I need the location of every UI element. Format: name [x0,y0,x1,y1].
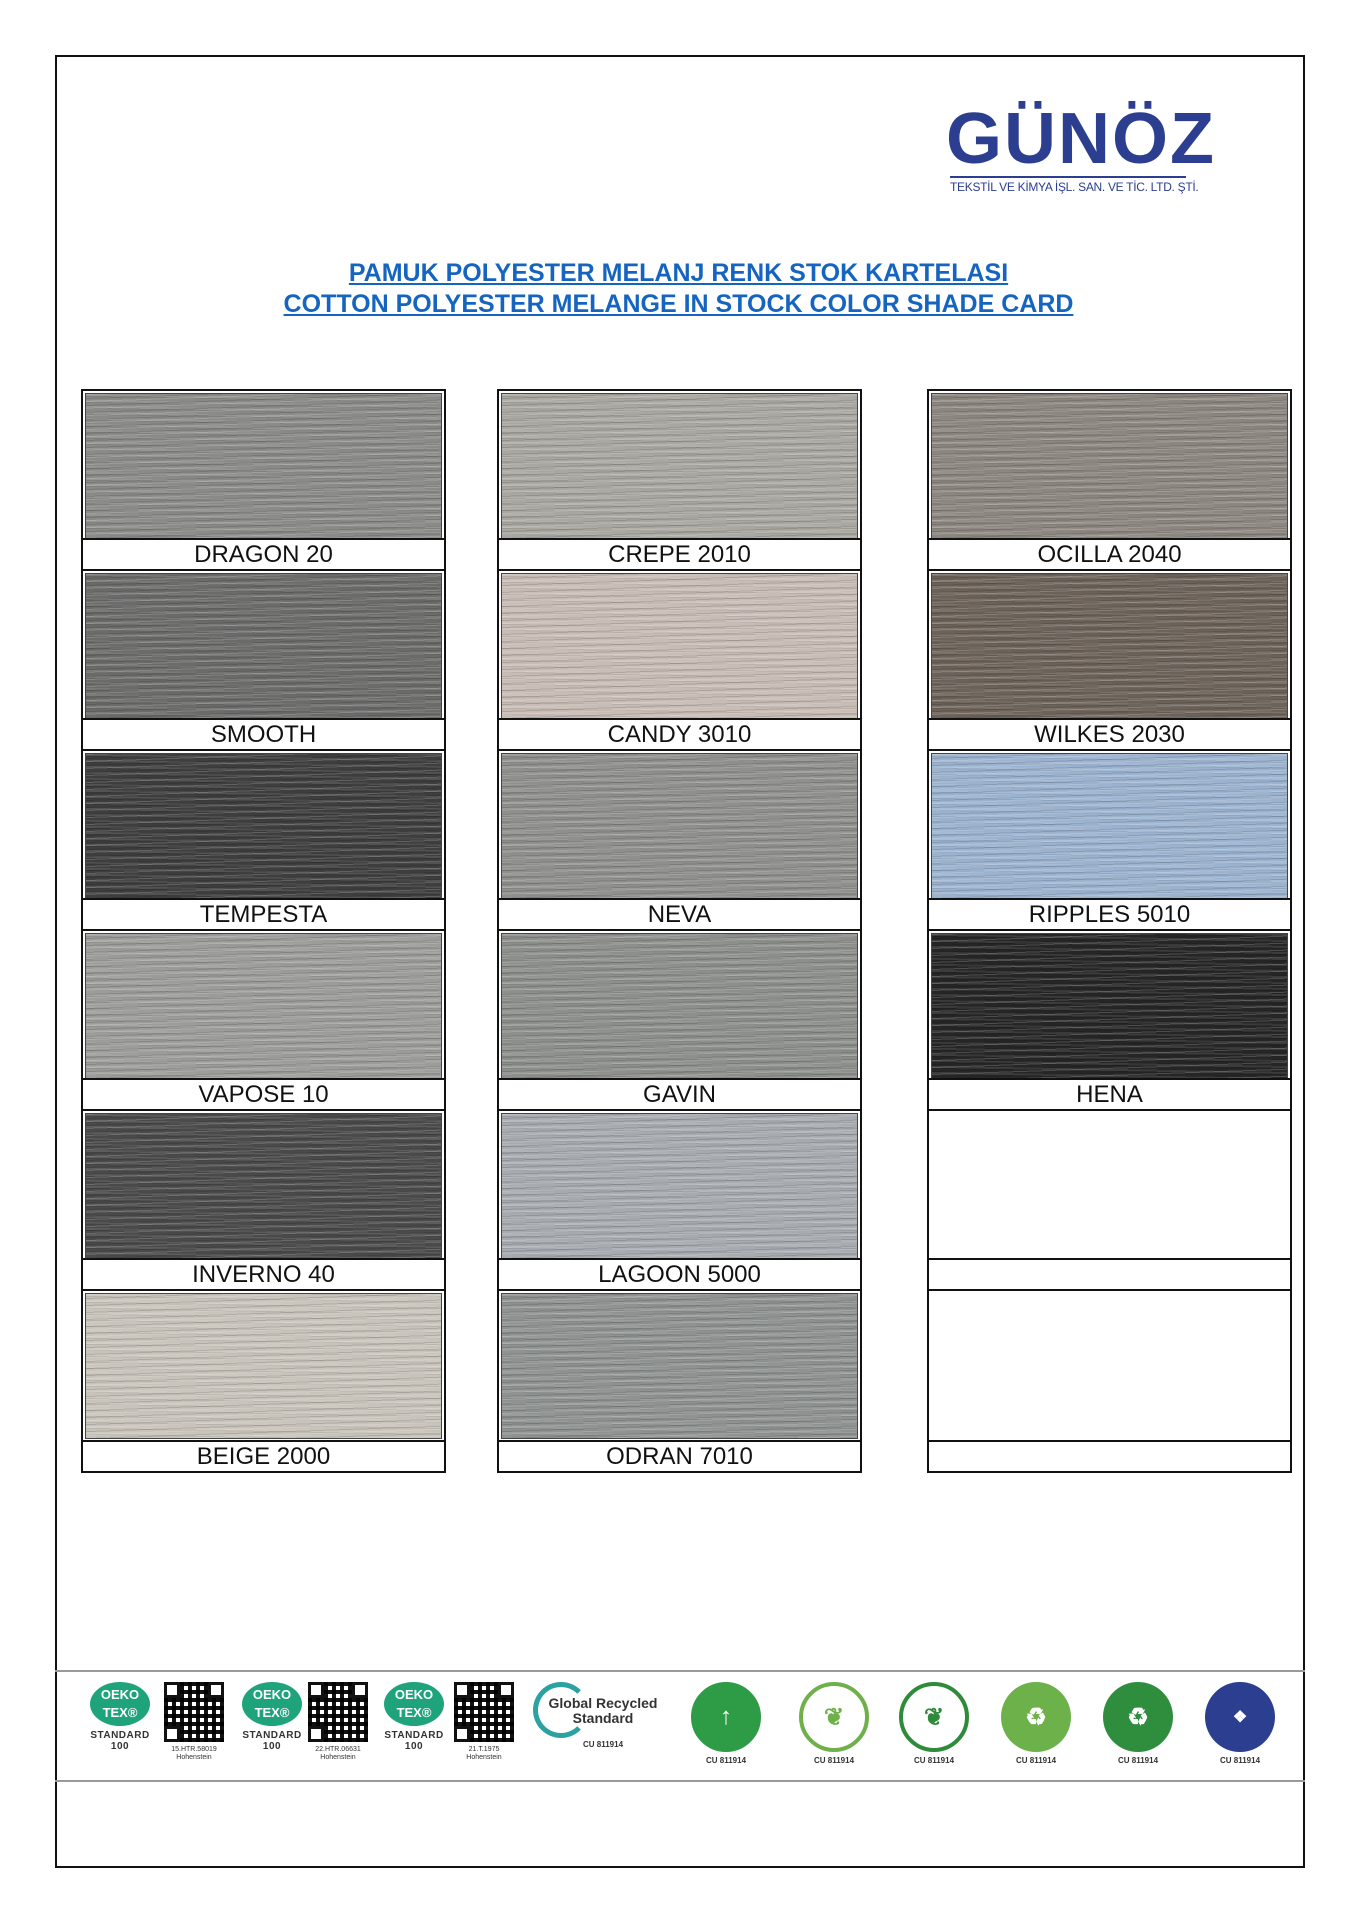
swatch-card [929,571,1290,751]
qr-icon [308,1682,368,1742]
oeko-tex-icon: OEKO TEX® [242,1682,302,1726]
cu-code: CU 811914 [913,1756,955,1765]
qr-code [161,1682,227,1762]
swatch-card [83,751,444,931]
cu-code: CU 811914 [582,1740,624,1749]
swatch-sample [501,933,858,1079]
cu-code: CU 811914 [705,1756,747,1765]
company-logo [936,98,1216,198]
oeko-standard-label: STANDARD 100 [242,1730,302,1752]
swatch-sample [85,933,442,1079]
swatch-card [83,1291,444,1471]
swatch-sample [501,573,858,719]
swatch-column-3 [927,389,1292,1473]
qr-code [305,1682,371,1762]
qr-icon [454,1682,514,1742]
oeko-standard-label: STANDARD 100 [90,1730,150,1752]
swatch-label: WILKES 2030 [929,718,1290,749]
swatch-label: INVERNO 40 [83,1258,444,1289]
swatch-label: GAVIN [499,1078,860,1109]
swatch-sample [501,753,858,899]
swatch-sample [85,573,442,719]
sheep-icon: ❖ [1205,1682,1275,1752]
swatch-column-2 [497,389,862,1473]
swatch-label: RIPPLES 5010 [929,898,1290,929]
recycle-icon: ♻ [1001,1682,1071,1752]
leaf-icon: ❦ [799,1682,869,1752]
swatch-card [499,571,860,751]
swatch-card [499,391,860,571]
swatch-sample [501,393,858,539]
swatch-sample [85,753,442,899]
oeko-tex-badge [83,1682,157,1752]
swatch-card [499,751,860,931]
swatch-card [83,391,444,571]
swatch-card [83,571,444,751]
organic-blended-badge [795,1682,873,1765]
swatch-label: ODRAN 7010 [499,1440,860,1471]
swatch-label: DRAGON 20 [83,538,444,569]
swatch-sample [501,1293,858,1439]
swatch-label [929,1258,1290,1289]
swatch-label: BEIGE 2000 [83,1440,444,1471]
swatch-sample [931,753,1288,899]
swatch-sample [931,393,1288,539]
swatch-label: LAGOON 5000 [499,1258,860,1289]
cu-code: CU 811914 [1219,1756,1261,1765]
swatch-label: OCILLA 2040 [929,538,1290,569]
oeko-tex-badge [377,1682,451,1752]
swatch-column-1 [81,389,446,1473]
gots-shirt-icon: ↑ [691,1682,761,1752]
oeko-tex-icon: OEKO TEX® [384,1682,444,1726]
swatch-label: HENA [929,1078,1290,1109]
swatch-card [499,931,860,1111]
brand-tagline: TEKSTİL VE KİMYA İŞL. SAN. VE TİC. LTD. ŞTİ. [950,176,1186,194]
swatch-card [929,931,1290,1111]
swatch-label: SMOOTH [83,718,444,749]
swatch-label: VAPOSE 10 [83,1078,444,1109]
swatch-sample [931,1113,1288,1259]
recycle-icon: ♻ [1103,1682,1173,1752]
qr-code-label: 15.HTR.58019 Hohenstein [171,1746,217,1761]
swatch-card [83,931,444,1111]
swatch-card [929,1291,1290,1471]
grs-label: Global Recycled Standard [548,1695,658,1726]
qr-code-label: 21.T.1975 Hohenstein [466,1746,502,1761]
swatch-sample [931,573,1288,719]
swatch-label [929,1440,1290,1471]
organic-100-badge [895,1682,973,1765]
swatch-card [929,391,1290,571]
certification-strip [55,1670,1305,1782]
grs-badge [533,1682,673,1749]
swatch-card [499,1111,860,1291]
swatch-label: CANDY 3010 [499,718,860,749]
swatch-card [499,1291,860,1471]
oeko-tex-badge [235,1682,309,1752]
swatch-sample [931,933,1288,1079]
title-turkish: PAMUK POLYESTER MELANJ RENK STOK KARTELASI [348,259,1009,287]
oeko-tex-icon: OEKO TEX® [90,1682,150,1726]
swatch-sample [85,393,442,539]
swatch-sample [85,1113,442,1259]
swatch-sample [501,1113,858,1259]
rws-badge [1201,1682,1279,1765]
recycled-blended-badge [997,1682,1075,1765]
swatch-sample [931,1293,1288,1439]
gots-badge [687,1682,765,1765]
qr-code [451,1682,517,1762]
swatch-card [83,1111,444,1291]
leaf-icon: ❦ [899,1682,969,1752]
swatch-label: NEVA [499,898,860,929]
swatch-card [929,751,1290,931]
title-english: COTTON POLYESTER MELANGE IN STOCK COLOR SHADE CARD [283,290,1074,318]
swatch-label: TEMPESTA [83,898,444,929]
swatch-card [929,1111,1290,1291]
cu-code: CU 811914 [813,1756,855,1765]
swatch-label: CREPE 2010 [499,538,860,569]
qr-code-label: 22.HTR.06631 Hohenstein [315,1746,361,1761]
oeko-standard-label: STANDARD 100 [384,1730,444,1752]
recycle-ring-icon [533,1682,589,1738]
recycled-100-badge [1099,1682,1177,1765]
swatch-sample [85,1293,442,1439]
cu-code: CU 811914 [1015,1756,1057,1765]
brand-name: GÜNÖZ [946,99,1216,179]
qr-icon [164,1682,224,1742]
cu-code: CU 811914 [1117,1756,1159,1765]
